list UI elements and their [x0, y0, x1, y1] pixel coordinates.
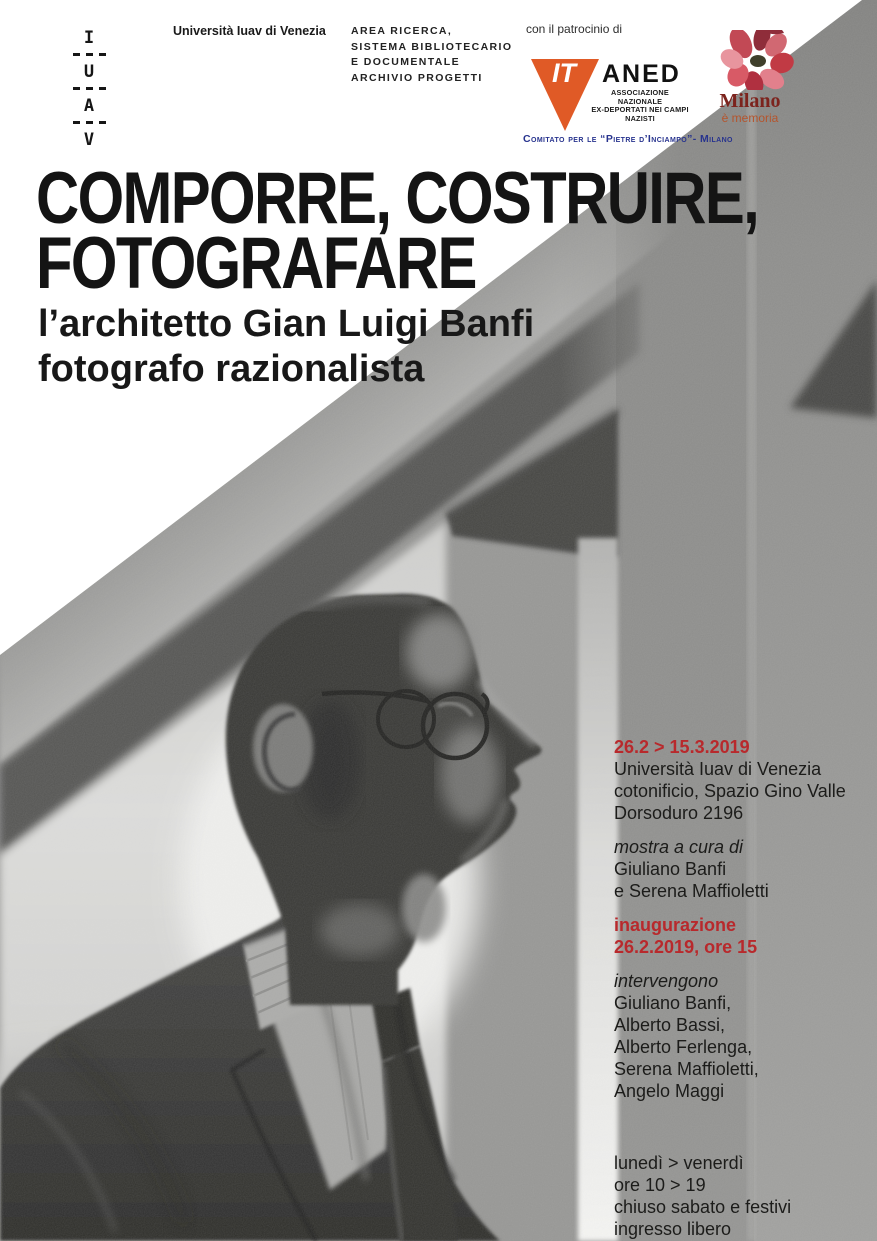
opening-date: 26.2.2019, ore 15 — [614, 937, 758, 957]
iuav-dash-divider — [73, 53, 106, 56]
committee-label: Comitato per le “Pietre d’Inciampo”- Milano — [523, 133, 733, 145]
aned-name: ANED — [602, 60, 681, 88]
speaker-name: Alberto Bassi, — [614, 1015, 726, 1035]
title-line-2: FOTOGRAFARE — [36, 223, 476, 304]
subtitle-line-1: l’architetto Gian Luigi Banfi — [38, 303, 535, 345]
speaker-name: Alberto Ferlenga, — [614, 1037, 753, 1057]
exhibition-subtitle — [38, 302, 534, 392]
aned-subtitle-line: ASSOCIAZIONE NAZIONALE — [611, 88, 669, 106]
curator-name: Giuliano Banfi — [614, 859, 727, 879]
iuav-letter: U — [83, 62, 95, 82]
iuav-letter: A — [83, 96, 95, 116]
venue-line: Università Iuav di Venezia — [614, 759, 822, 779]
milano-flower-icon — [705, 30, 805, 90]
venue-line: Dorsoduro 2196 — [614, 803, 744, 823]
exhibition-title — [36, 158, 759, 304]
opening-label: inaugurazione — [614, 915, 737, 935]
iuav-logo — [72, 26, 106, 152]
speakers-label: intervengono — [614, 971, 719, 991]
aned-subtitle-line: EX-DEPORTATI NEI CAMPI NAZISTI — [591, 105, 689, 123]
speaker-name: Giuliano Banfi, — [614, 993, 732, 1013]
exhibition-info-block — [614, 736, 864, 1240]
exhibition-dates: 26.2 > 15.3.2019 — [614, 737, 750, 757]
aned-triangle-text: IT — [552, 58, 576, 88]
hours-line: lunedì > venerdì — [614, 1153, 744, 1173]
patronage-label: con il patrocinio di — [526, 22, 623, 36]
hours-line: chiuso sabato e festivi — [614, 1197, 792, 1217]
area-line: ARCHIVIO PROGETTI — [351, 71, 483, 84]
hours-line: ingresso libero — [614, 1219, 732, 1239]
iuav-letter: V — [83, 130, 95, 150]
hours-line: ore 10 > 19 — [614, 1175, 706, 1195]
curator-name: e Serena Maffioletti — [614, 881, 769, 901]
milano-memoria-logo — [700, 30, 810, 125]
archive-department-label — [351, 24, 512, 86]
area-line: AREA RICERCA, — [351, 25, 453, 37]
milano-logo-subtitle: è memoria — [721, 111, 779, 125]
aned-logo — [530, 56, 690, 132]
curator-label: mostra a cura di — [614, 837, 744, 857]
title-line-1: COMPORRE, COSTRUIRE, — [36, 158, 759, 239]
aned-subtitle — [590, 89, 690, 123]
subtitle-line-2: fotografo razionalista — [38, 348, 425, 390]
venue-line: cotonificio, Spazio Gino Valle — [614, 781, 846, 801]
area-line: E DOCUMENTALE — [351, 56, 461, 68]
iuav-dash-divider — [73, 121, 106, 124]
university-name: Università Iuav di Venezia — [173, 24, 326, 38]
iuav-dash-divider — [73, 87, 106, 90]
speaker-name: Serena Maffioletti, — [614, 1059, 759, 1079]
speaker-name: Angelo Maggi — [614, 1081, 725, 1101]
area-line: SISTEMA BIBLIOTECARIO — [351, 40, 513, 53]
milano-logo-title: Milano — [719, 90, 781, 112]
iuav-letter: I — [83, 28, 95, 48]
